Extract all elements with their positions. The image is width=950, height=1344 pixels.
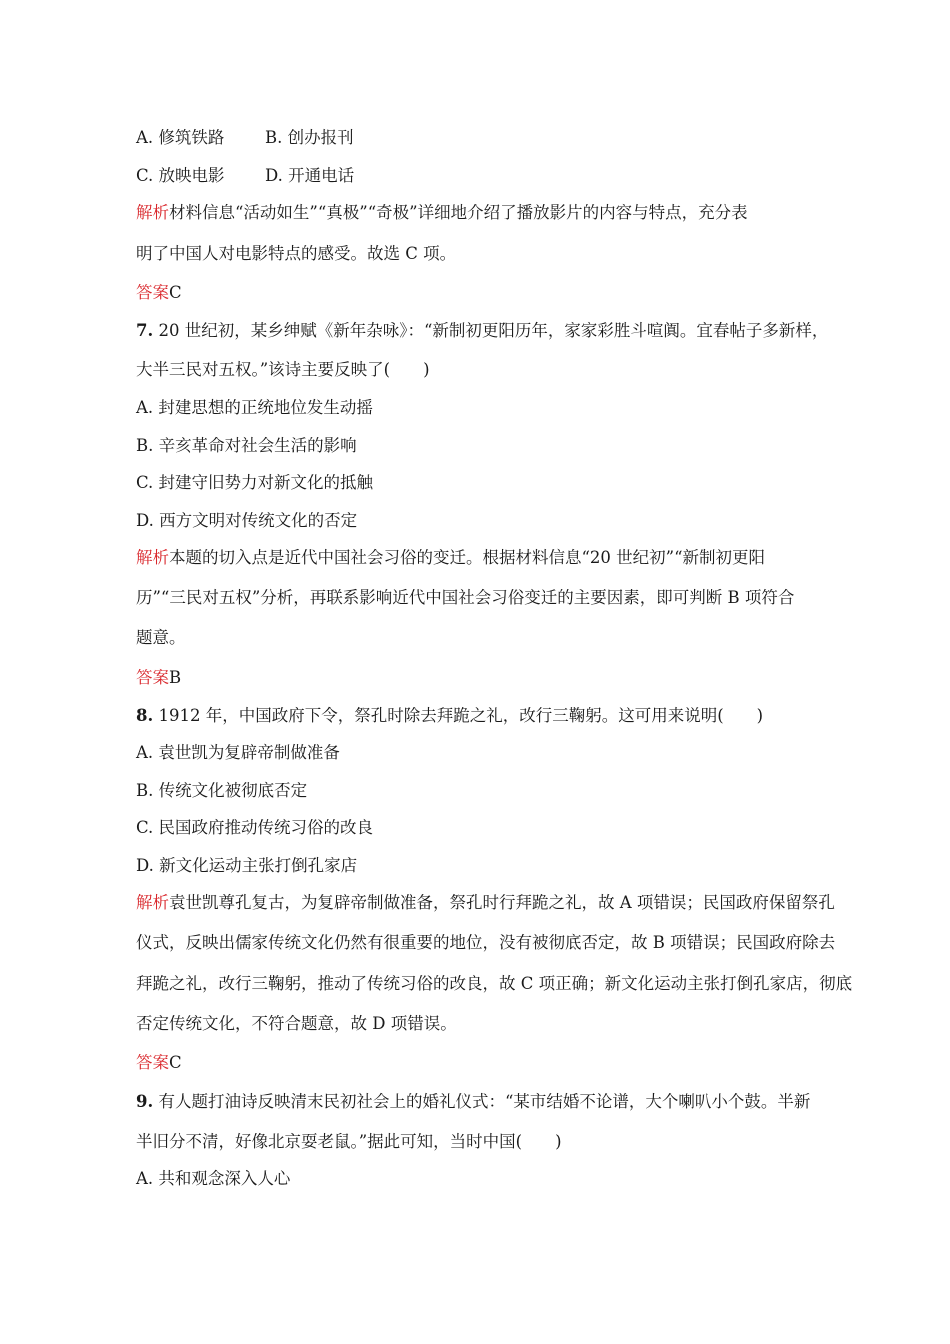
q8-answer-value: C <box>169 1053 182 1072</box>
q8-option-b: B. 传统文化被彻底否定 <box>136 781 308 800</box>
q6-analysis-text-2: 明了中国人对电影特点的感受。故选 C 项。 <box>136 244 457 263</box>
q6-answer-value: C <box>169 283 182 302</box>
q7-option-a: A. 封建思想的正统地位发生动摇 <box>136 398 373 417</box>
q6-answer <box>136 282 826 304</box>
q8-analysis-line <box>136 892 835 914</box>
q8-analysis-text-4: 否定传统文化，不符合题意，故 D 项错误。 <box>136 1014 457 1033</box>
q7-stem-line-1 <box>136 320 829 342</box>
q9-stem-text-1: 有人题打油诗反映清末民初社会上的婚礼仪式：“某市结婚不论谱，大个喇叭小个鼓。半新 <box>153 1092 811 1111</box>
q8-option-c: C. 民国政府推动传统习俗的改良 <box>136 818 374 837</box>
q9-option-a: A. 共和观念深入人心 <box>136 1169 291 1188</box>
q9-number: 9. <box>136 1092 154 1111</box>
q7-stem-text-2: 大半三民对五权。”该诗主要反映了( ) <box>136 360 430 379</box>
q6-option-b: B. 创办报刊 <box>265 128 354 147</box>
q7-option-c: C. 封建守旧势力对新文化的抵触 <box>136 473 374 492</box>
q7-option-b: B. 辛亥革命对社会生活的影响 <box>136 436 357 455</box>
answer-label: 答案 <box>136 668 169 687</box>
q8-number: 8. <box>136 706 154 725</box>
q7-analysis-text-3: 题意。 <box>136 628 186 647</box>
analysis-label: 解析 <box>136 893 169 912</box>
q7-analysis-text-1: 本题的切入点是近代中国社会习俗的变迁。根据材料信息“20 世纪初”“新制初更阳 <box>169 548 766 567</box>
q8-analysis-text-1: 袁世凯尊孔复古，为复辟帝制做准备，祭孔时行拜跪之礼，故 A 项错误；民国政府保留祭孔 <box>169 893 835 912</box>
q6-analysis-line <box>136 202 826 224</box>
analysis-label: 解析 <box>136 203 169 222</box>
q6-options-row-1 <box>136 127 826 149</box>
q8-analysis-text-2: 仪式，反映出儒家传统文化仍然有很重要的地位，没有被彻底否定，故 B 项错误；民国政府除去 <box>136 933 836 952</box>
q8-stem-line-1 <box>136 705 826 727</box>
answer-label: 答案 <box>136 1053 169 1072</box>
q8-analysis-text-3: 拜跪之礼，改行三鞠躬，推动了传统习俗的改良，故 C 项正确；新文化运动主张打倒孔家店，彻底 <box>136 974 853 993</box>
q7-answer-value: B <box>169 668 182 687</box>
q8-stem-text-1: 1912 年，中国政府下令，祭孔时除去拜跪之礼，改行三鞠躬。这可用来说明( ) <box>153 706 764 725</box>
q7-analysis-text-2: 历”“三民对五权”分析，再联系影响近代中国社会习俗变迁的主要因素，即可判断 B 项符合 <box>136 588 795 607</box>
q6-analysis-text-1: 材料信息“活动如生”“真极”“奇极”详细地介绍了播放影片的内容与特点，充分表 <box>169 203 748 222</box>
answer-label: 答案 <box>136 283 169 302</box>
q7-stem-text-1: 20 世纪初，某乡绅赋《新年杂咏》：“新制初更阳历年，家家彩胜斗喧阗。宜春帖子多新样， <box>153 321 829 340</box>
q8-option-d: D. 新文化运动主张打倒孔家店 <box>136 856 358 875</box>
analysis-label: 解析 <box>136 548 169 567</box>
q7-number: 7. <box>136 321 154 340</box>
q6-option-a: A. 修筑铁路 <box>136 128 225 147</box>
q7-option-d: D. 西方文明对传统文化的否定 <box>136 511 358 530</box>
q6-options-row-2 <box>136 165 826 187</box>
q6-option-d: D. 开通电话 <box>265 166 355 185</box>
q8-option-a: A. 袁世凯为复辟帝制做准备 <box>136 743 340 762</box>
q7-answer <box>136 667 826 689</box>
q7-analysis-line <box>136 547 826 569</box>
q8-answer <box>136 1052 826 1074</box>
q9-stem-text-2: 半旧分不清，好像北京耍老鼠。”据此可知，当时中国( ) <box>136 1132 562 1151</box>
q9-stem-line-1 <box>136 1091 826 1113</box>
q6-option-c: C. 放映电影 <box>136 166 225 185</box>
